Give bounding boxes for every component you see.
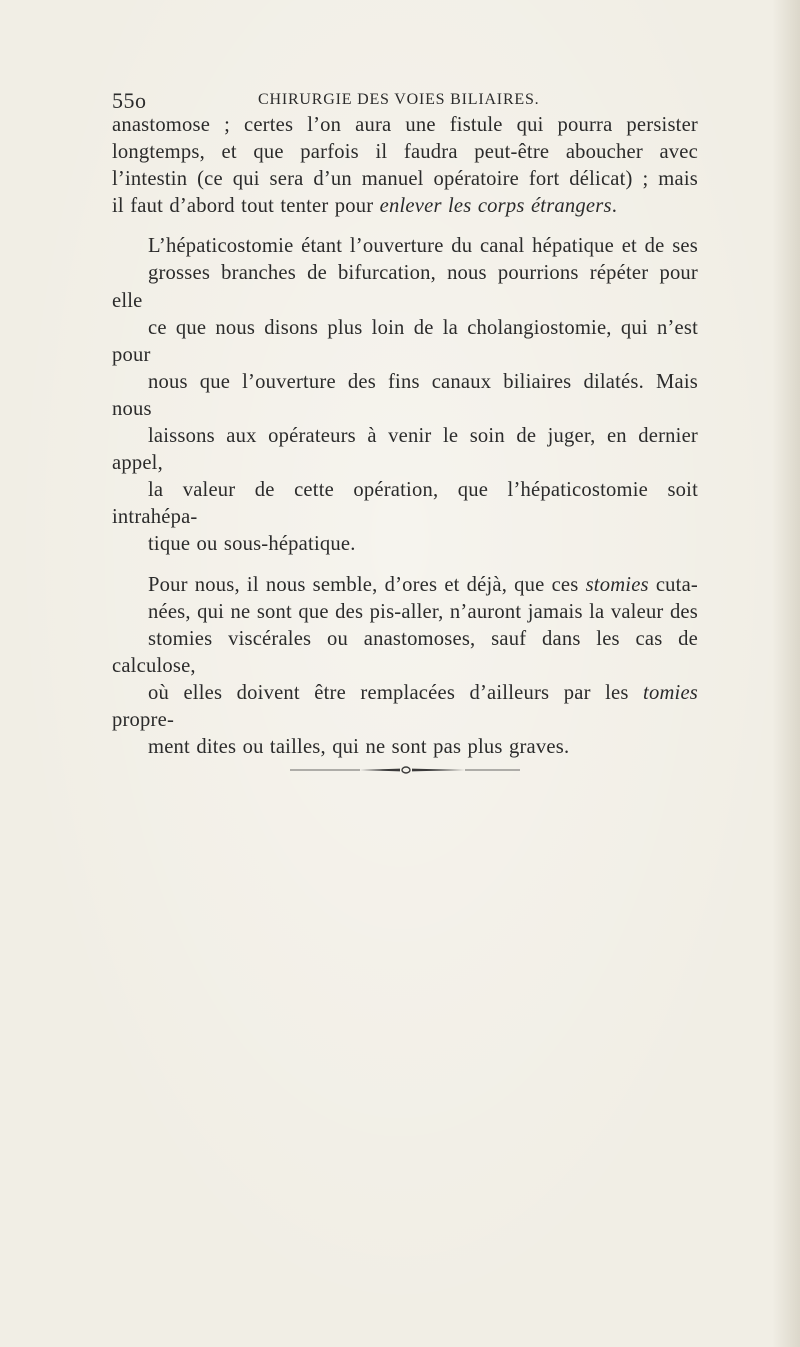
page-edge-shadow <box>772 0 800 1347</box>
text-line <box>112 680 698 734</box>
text-line <box>112 572 698 599</box>
text-line: nées, qui ne sont que des pis-aller, n’auront jamais la valeur des <box>148 600 698 623</box>
rule-left-taper <box>360 769 400 772</box>
italic-word: stomies <box>585 573 649 596</box>
rule-right-taper <box>412 769 465 772</box>
text-line: longtemps, et que parfois il faudra peut-être aboucher avec <box>112 141 698 164</box>
text-line: l’intestin (ce qui sera d’un manuel opératoire fort délicat) ; mais <box>112 168 698 191</box>
rule-center-ornament <box>402 767 410 773</box>
text-run: Pour nous, il nous semble, d’ores et déjà, que ces <box>148 573 586 596</box>
text-line: ment dites ou tailles, qui ne sont pas plus graves. <box>148 736 570 759</box>
page-number: 55o <box>112 88 147 113</box>
paragraph-3 <box>112 572 698 762</box>
text-run: . <box>611 195 618 218</box>
text-run: cuta- <box>648 573 698 596</box>
ornamental-rule <box>290 764 520 776</box>
text-line: ce que nous disons plus loin de la cholangiostomie, qui n’est pour <box>112 316 698 366</box>
text-run: propre- <box>112 708 175 731</box>
italic-word: tomies <box>643 681 698 704</box>
text-line: la valeur de cette opération, que l’hépaticostomie soit intrahépa- <box>112 479 698 529</box>
text-line: stomies viscérales ou anastomoses, sauf dans les cas de calculose, <box>112 627 698 677</box>
text-line <box>112 193 698 220</box>
paragraph-1 <box>112 112 698 220</box>
text-line: nous que l’ouverture des fins canaux biliaires dilatés. Mais nous <box>112 370 698 420</box>
text-line: anastomose ; certes l’on aura une fistule qui pourra persister <box>112 114 698 136</box>
text-line: tique ou sous-hépatique. <box>148 533 356 556</box>
paragraph-2 <box>112 233 698 558</box>
italic-phrase: enlever les corps étrangers <box>379 195 612 218</box>
text-line: laissons aux opérateurs à venir le soin de juger, en dernier appel, <box>112 425 698 475</box>
running-head: CHIRURGIE DES VOIES BILIAIRES. <box>258 91 540 108</box>
text-run: où elles doivent être remplacées d’ailleurs par les <box>148 681 644 704</box>
text-run: il faut d’abord tout tenter pour <box>112 195 380 218</box>
page-header <box>112 88 697 112</box>
body-text <box>112 112 698 761</box>
text-line: grosses branches de bifurcation, nous pourrions répéter pour elle <box>112 262 698 312</box>
text-line: L’hépaticostomie étant l’ouverture du canal hépatique et de ses <box>148 235 698 258</box>
